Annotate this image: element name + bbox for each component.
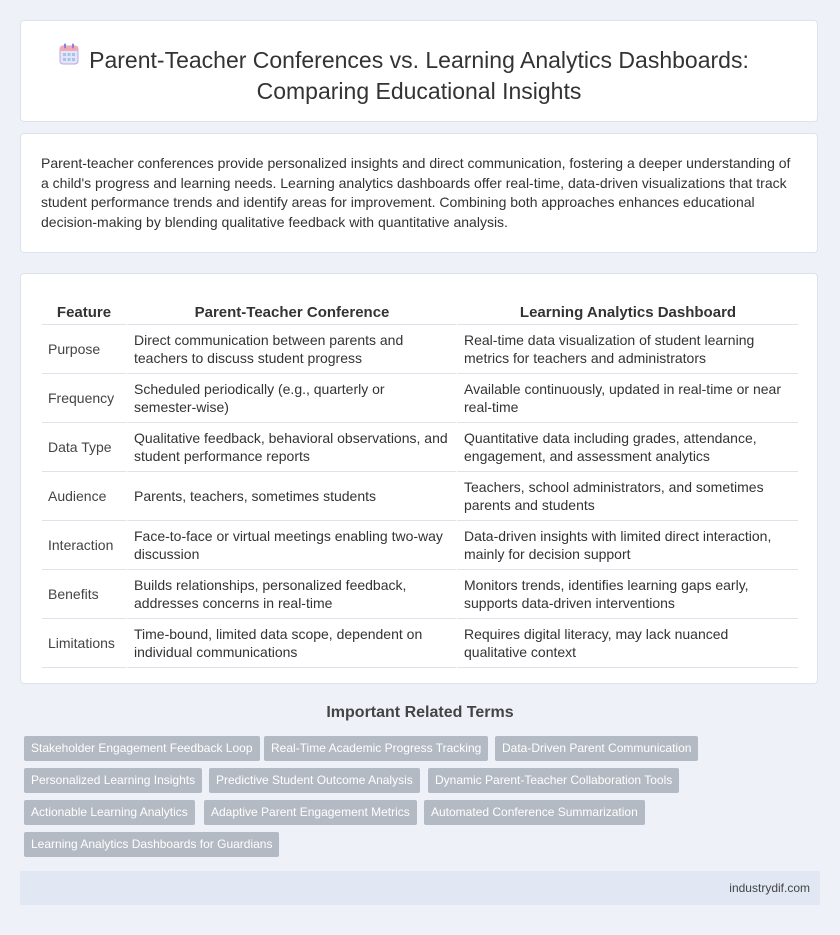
page-title-line-1: Parent-Teacher Conferences vs. Learning Analytics Dashboards: [89, 47, 749, 73]
feature-cell: Purpose [42, 325, 126, 374]
table-header-row [42, 293, 798, 325]
table-row [42, 374, 798, 423]
dashboard-cell: Monitors trends, identifies learning gaps early, supports data-driven interventions [456, 570, 798, 619]
related-term-tag[interactable]: Learning Analytics Dashboards for Guardians [24, 832, 279, 857]
related-term-tag[interactable]: Personalized Learning Insights [24, 768, 202, 793]
intro-paragraph: Parent-teacher conferences provide personalized insights and direct communication, fostering a deeper understanding of a child's progress and learning needs. Learning analytics dashboards offer real-time, data-driven visualizations that track student performance trends and identify areas for improvement. Combining both approaches enhances educational decision-making by blending qualitative feedback with quantitative analysis. [41, 155, 791, 230]
feature-cell: Data Type [42, 423, 126, 472]
footer-site-link[interactable]: industrydif.com [729, 881, 810, 895]
table-row [42, 619, 798, 668]
title-card [20, 20, 818, 122]
related-term-tag[interactable]: Stakeholder Engagement Feedback Loop [24, 736, 260, 761]
dashboard-cell: Requires digital literacy, may lack nuanced qualitative context [456, 619, 798, 668]
conference-cell: Qualitative feedback, behavioral observations, and student performance reports [126, 423, 456, 472]
table-row [42, 472, 798, 521]
header-parent-teacher-conference: Parent-Teacher Conference [126, 293, 456, 325]
feature-cell: Benefits [42, 570, 126, 619]
table-row [42, 423, 798, 472]
table-row [42, 570, 798, 619]
conference-cell: Time-bound, limited data scope, dependent on individual communications [126, 619, 456, 668]
dashboard-cell: Quantitative data including grades, attendance, engagement, and assessment analytics [456, 423, 798, 472]
comparison-card [20, 273, 818, 684]
page-title-line-2: Comparing Educational Insights [256, 78, 582, 104]
header-learning-analytics-dashboard: Learning Analytics Dashboard [456, 293, 798, 325]
conference-cell: Builds relationships, personalized feedback, addresses concerns in real-time [126, 570, 456, 619]
dashboard-cell: Real-time data visualization of student learning metrics for teachers and administrators [456, 325, 798, 374]
feature-cell: Limitations [42, 619, 126, 668]
conference-cell: Face-to-face or virtual meetings enabling two-way discussion [126, 521, 456, 570]
conference-cell: Direct communication between parents and teachers to discuss student progress [126, 325, 456, 374]
related-term-tag[interactable]: Real-Time Academic Progress Tracking [264, 736, 488, 761]
intro-card [20, 133, 818, 253]
feature-cell: Frequency [42, 374, 126, 423]
dashboard-cell: Data-driven insights with limited direct interaction, mainly for decision support [456, 521, 798, 570]
related-terms-heading: Important Related Terms [326, 704, 514, 721]
feature-cell: Interaction [42, 521, 126, 570]
conference-cell: Parents, teachers, sometimes students [126, 472, 456, 521]
related-term-tag[interactable]: Data-Driven Parent Communication [495, 736, 698, 761]
related-term-tag[interactable]: Automated Conference Summarization [424, 800, 645, 825]
feature-cell: Audience [42, 472, 126, 521]
dashboard-cell: Teachers, school administrators, and sometimes parents and students [456, 472, 798, 521]
related-term-tag[interactable]: Predictive Student Outcome Analysis [209, 768, 420, 793]
page-title [21, 45, 817, 107]
comparison-table [42, 293, 798, 668]
related-term-tag[interactable]: Actionable Learning Analytics [24, 800, 195, 825]
conference-cell: Scheduled periodically (e.g., quarterly or semester-wise) [126, 374, 456, 423]
table-row [42, 521, 798, 570]
dashboard-cell: Available continuously, updated in real-time or near real-time [456, 374, 798, 423]
related-term-tag[interactable]: Adaptive Parent Engagement Metrics [204, 800, 417, 825]
footer-bar [20, 871, 820, 905]
header-feature: Feature [42, 293, 126, 325]
related-term-tag[interactable]: Dynamic Parent-Teacher Collaboration Tools [428, 768, 679, 793]
table-row [42, 325, 798, 374]
